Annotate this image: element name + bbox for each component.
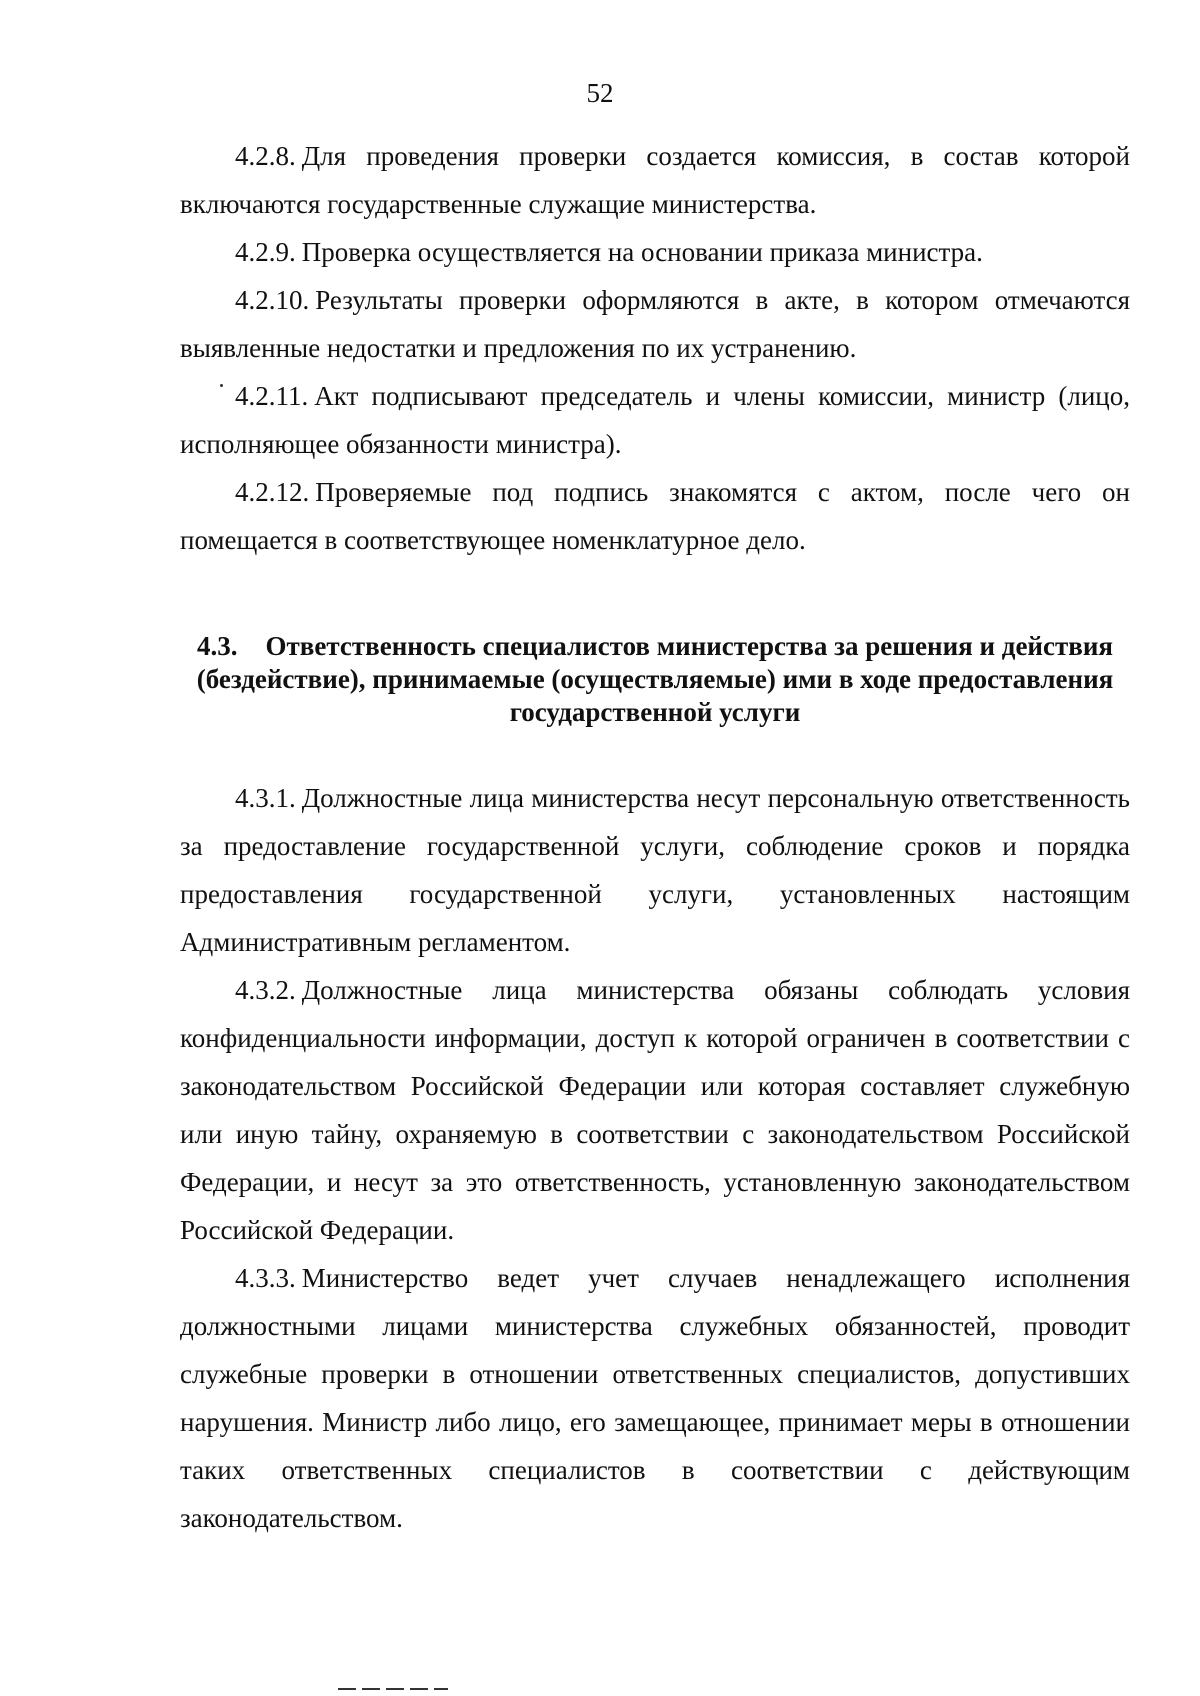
paragraph-number: 4.2.8.	[235, 141, 296, 171]
paragraph-text: Проверка осуществляется на основании приказа министра.	[301, 237, 983, 267]
paragraph-number: 4.2.12.	[235, 477, 310, 507]
paragraph-4-3-3	[180, 1254, 1130, 1542]
footer-rule	[338, 1688, 448, 1690]
section-heading-4-3	[180, 630, 1130, 729]
section-title: Ответственность специалистов министерства за решения и действия (бездействие), принимаемые (осуществляемые) ими в ходе предоставления государственной услуги	[196, 631, 1114, 727]
paragraph-text: Должностные лица министерства обязаны соблюдать условия конфиденциальности информации, доступ к которой ограничен в соответствии с законодательством Российской Федерации или которая составляет служебную или иную тайну, охраняемую в соответствии с законодательством Российской Федерации, и несут за это ответственность, установленную законодательством Российской Федерации.	[180, 975, 1130, 1245]
paragraph-4-2-12	[180, 468, 1130, 564]
page-number: 52	[586, 78, 614, 108]
paragraph-number: 4.2.10.	[235, 285, 310, 315]
paragraph-number: 4.3.1.	[235, 783, 296, 813]
paragraph-4-2-10	[180, 276, 1130, 372]
paragraph-4-3-1	[180, 774, 1130, 966]
paragraph-text: Министерство ведет учет случаев ненадлежащего исполнения должностными лицами министерства служебных обязанностей, проводит служебные проверки в отношении ответственных специалистов, допустивших нарушения. Министр либо лицо, его замещающее, принимает меры в отношении таких ответственных специалистов в соответствии с действующим законодательством.	[180, 1263, 1130, 1533]
paragraph-text: Должностные лица министерства несут персональную ответственность за предоставление государственной услуги, соблюдение сроков и порядка предоставления государственной услуги, установленных настоящим Административным регламентом.	[180, 783, 1130, 957]
section-number: 4.3.	[197, 631, 238, 661]
paragraph-4-2-9	[180, 228, 1130, 276]
paragraph-group-4-3	[180, 774, 1130, 1542]
paragraph-4-2-8	[180, 132, 1130, 228]
paragraph-text: Для проведения проверки создается комиссия, в состав которой включаются государственные служащие министерства.	[180, 141, 1130, 219]
paragraph-text: Акт подписывают председатель и члены комиссии, министр (лицо, исполняющее обязанности министра).	[180, 381, 1130, 459]
paragraph-group-4-2	[180, 132, 1130, 564]
paragraph-number: 4.3.2.	[235, 975, 296, 1005]
scan-speck	[220, 384, 223, 387]
paragraph-4-3-2	[180, 966, 1130, 1254]
paragraph-text: Проверяемые под подпись знакомятся с актом, после чего он помещается в соответствующее номенклатурное дело.	[180, 477, 1130, 555]
paragraph-number: 4.2.9.	[235, 237, 296, 267]
paragraph-number: 4.3.3.	[235, 1263, 296, 1293]
paragraph-number: 4.2.11.	[235, 381, 309, 411]
paragraph-4-2-11	[180, 372, 1130, 468]
paragraph-text: Результаты проверки оформляются в акте, в котором отмечаются выявленные недостатки и предложения по их устранению.	[180, 285, 1130, 363]
